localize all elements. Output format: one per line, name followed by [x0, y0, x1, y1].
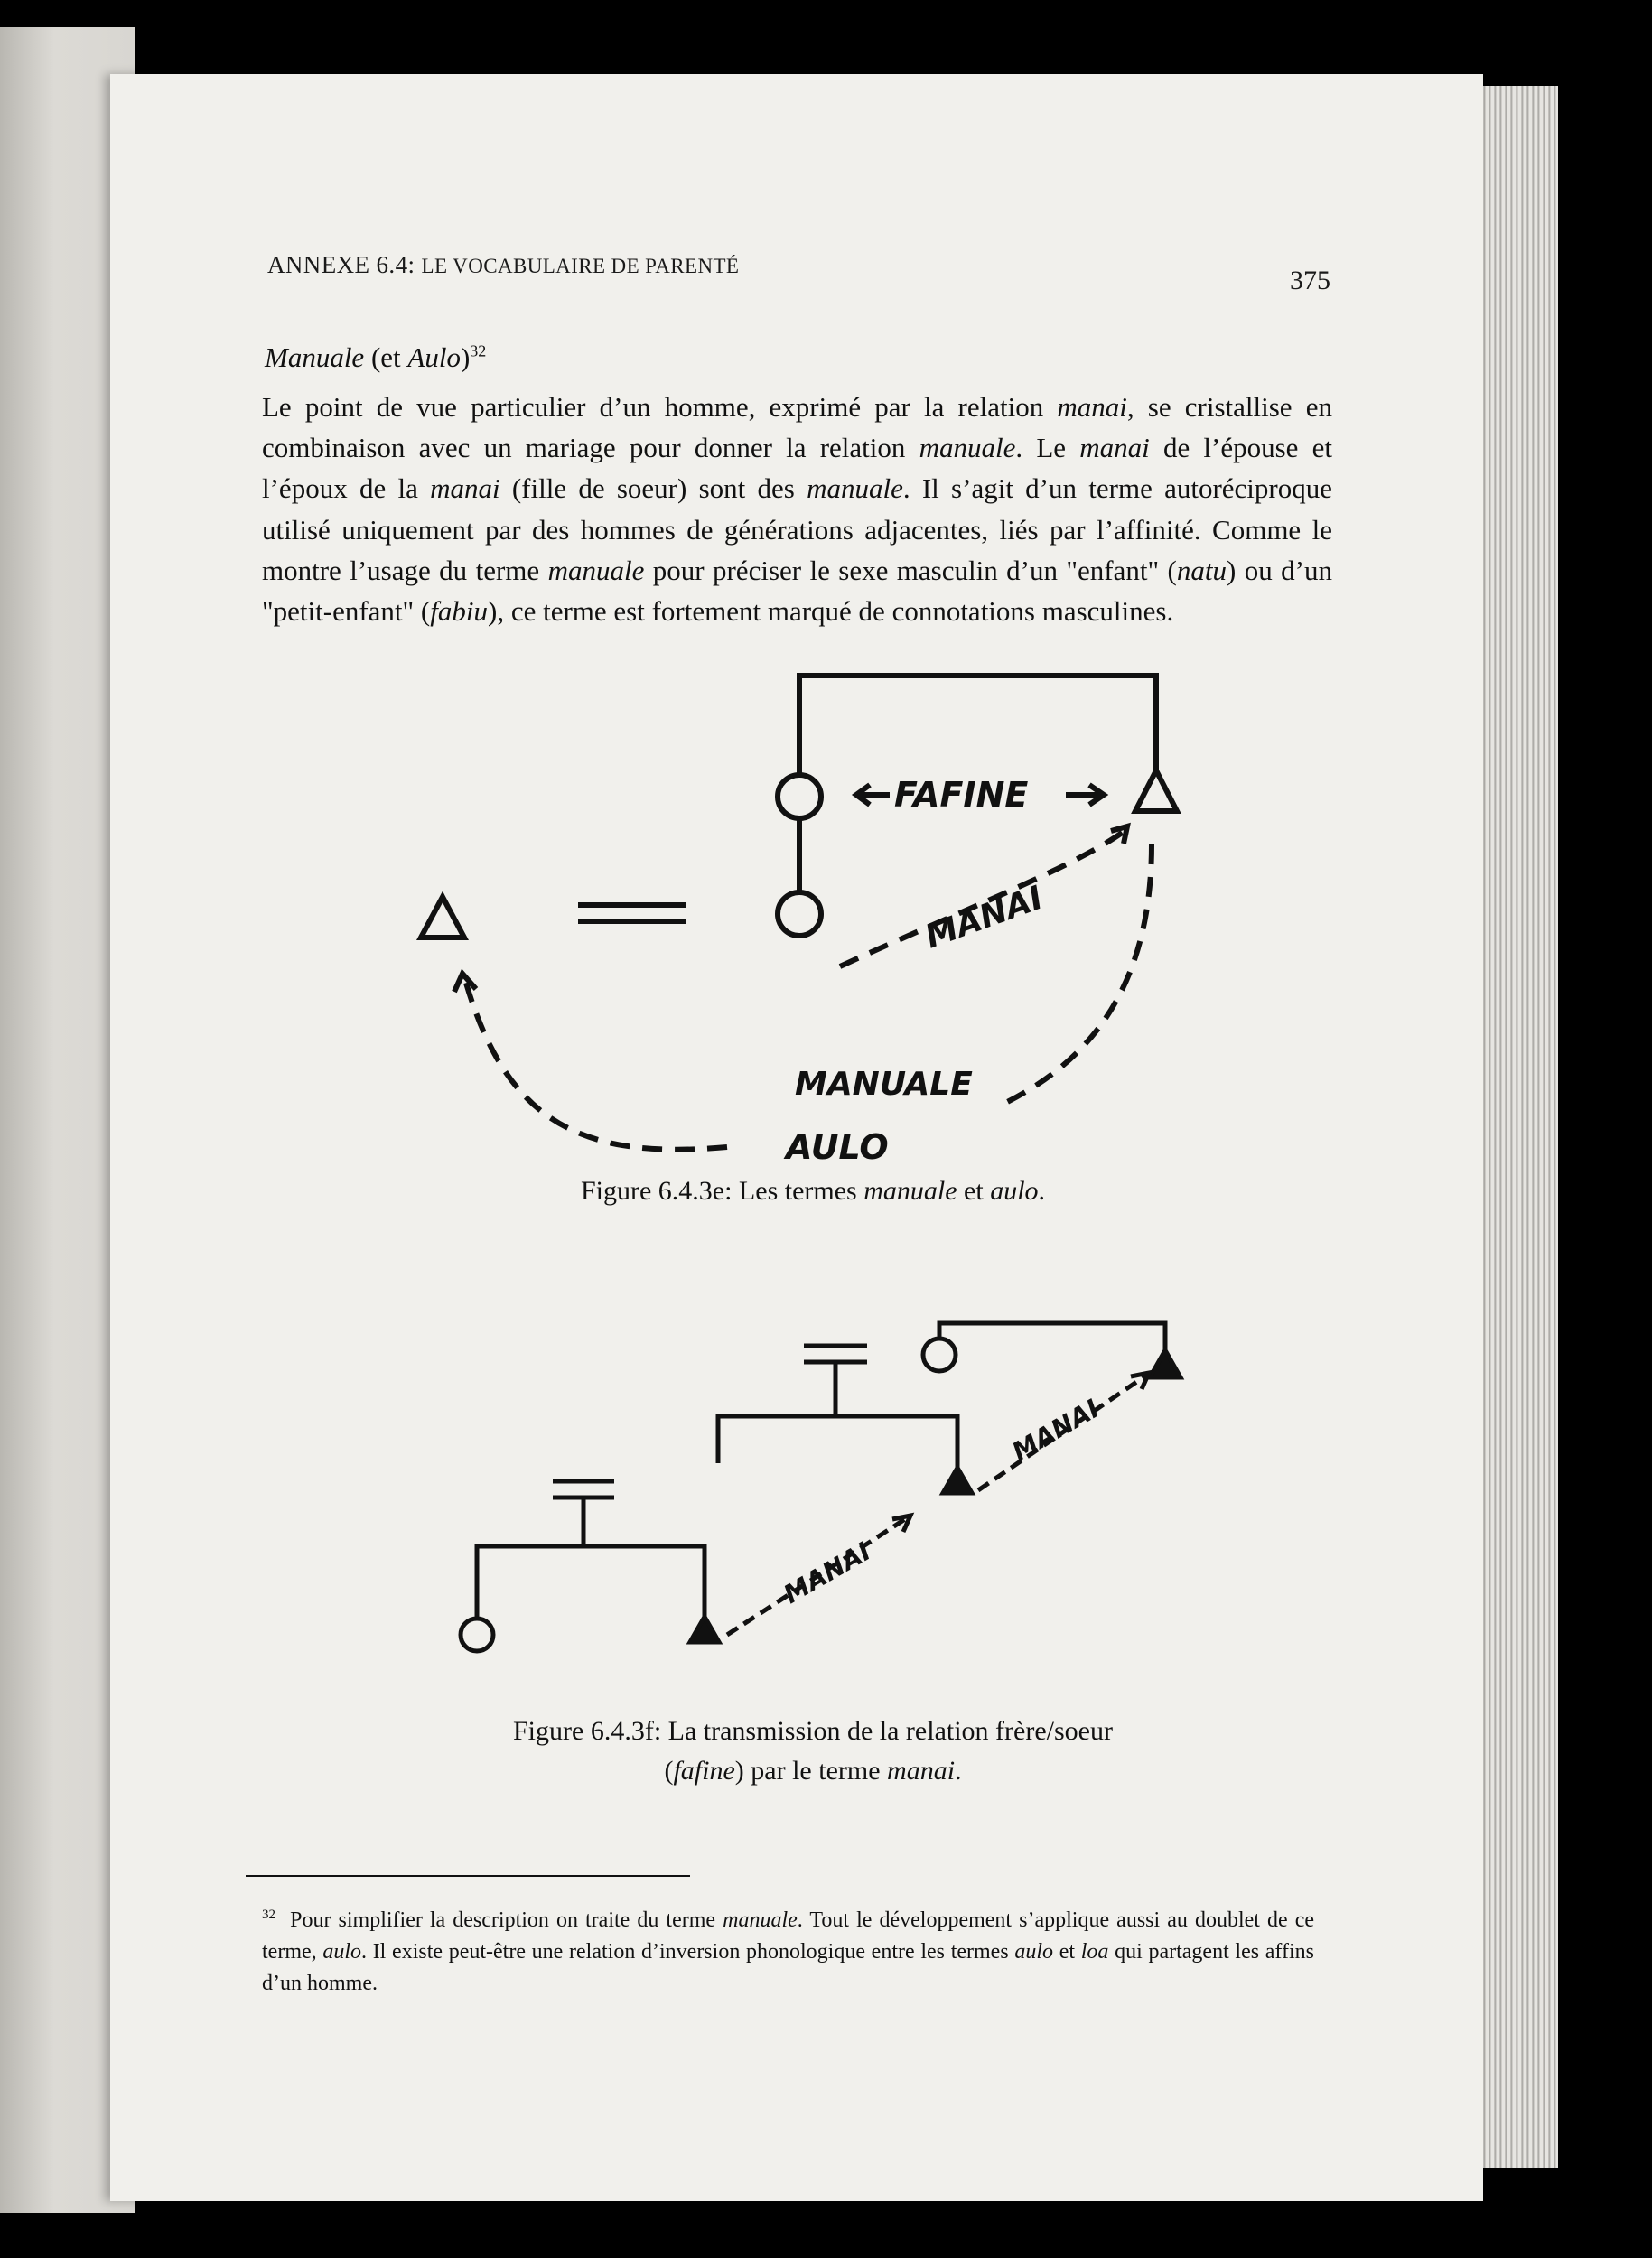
aulo-dashed-left	[465, 980, 727, 1150]
term-manai: manai	[430, 472, 500, 505]
male-symbol-mid	[943, 1468, 972, 1493]
caption-text: et	[957, 1176, 991, 1206]
male-symbol-brother	[1135, 770, 1177, 811]
text-run: pour préciser le sexe masculin d’un "enfant" (	[644, 554, 1177, 586]
caption-text: Figure 6.4.3f: La transmission de la relation frère/soeur	[513, 1716, 1113, 1746]
label-manuale: MANUALE	[795, 1066, 973, 1103]
male-symbol-husband	[421, 897, 464, 938]
footnote-divider	[246, 1875, 690, 1877]
term-manuale: manuale	[547, 554, 645, 586]
label-fafine: FAFINE	[894, 775, 1029, 815]
label-manai: MANAI	[920, 879, 1049, 956]
fafine-arrow-left	[856, 785, 890, 805]
term-fabiu: fabiu	[430, 595, 488, 628]
text-run: de l’épouse et l’époux de la	[262, 432, 1332, 505]
female-symbol-top	[923, 1339, 956, 1371]
footnote-text: et	[1053, 1940, 1081, 1964]
footnote-number: 32	[262, 1908, 275, 1922]
heading-mid: (et	[370, 341, 401, 373]
footnote	[262, 1899, 1314, 2000]
footnote-term: aulo	[322, 1940, 361, 1964]
page-number: 375	[1290, 266, 1330, 295]
caption-term: manai	[887, 1756, 956, 1786]
caption-term: aulo	[990, 1176, 1039, 1206]
male-symbol-top	[1150, 1350, 1181, 1377]
heading-alt-term: Aulo	[407, 341, 461, 373]
text-run: ), ce terme est fortement marqué de connotations masculines.	[488, 595, 1174, 628]
female-symbol-bottom	[461, 1619, 493, 1651]
female-symbol-sister	[778, 775, 821, 818]
term-manai: manai	[1079, 432, 1150, 464]
term-manuale: manuale	[919, 432, 1016, 464]
footnote-text: Pour simplifier la description on traite du terme	[290, 1908, 723, 1932]
sibling-bracket-bottom	[477, 1546, 705, 1621]
annex-title: LE VOCABULAIRE DE PARENTÉ	[421, 255, 740, 277]
caption-text: .	[1038, 1176, 1046, 1206]
term-natu: natu	[1176, 554, 1227, 586]
footnote-text: qui partagent les affins d’un homme.	[262, 1940, 1314, 1995]
caption-text: Figure 6.4.3e: Les termes	[580, 1176, 864, 1206]
text-run: (fille de soeur) sont des	[499, 472, 807, 505]
footnote-term: aulo	[1014, 1940, 1054, 1964]
annex-label: ANNEXE 6.4:	[267, 251, 415, 278]
figure-e-caption	[379, 1176, 1246, 1207]
heading-close: )	[460, 341, 471, 373]
label-manai-lower: MANAI	[779, 1535, 876, 1610]
fafine-arrow-right	[1066, 785, 1104, 805]
footnote-term: manuale	[723, 1908, 798, 1932]
label-manai-upper: MANAI	[1007, 1393, 1105, 1468]
female-symbol-daughter	[778, 892, 821, 936]
caption-term: manuale	[863, 1176, 957, 1206]
label-aulo: AULO	[786, 1127, 889, 1167]
footnote-term: loa	[1080, 1940, 1109, 1964]
caption-text: (	[664, 1756, 674, 1786]
text-run: Le point de vue particulier d’un homme, exprimé par la relation	[262, 391, 1058, 423]
caption-text: ) par le terme	[734, 1756, 888, 1786]
footnote-text: . Il existe peut-être une relation d’inversion phonologique entre les termes	[361, 1940, 1015, 1964]
heading-term: Manuale	[265, 341, 365, 373]
text-run: . Le	[1015, 432, 1080, 464]
text-run: . Il s’agit d’un terme autoréciproque utilisé uniquement par des hommes de générations adjacentes, liés par l’affinité. Comme le montre l’usage du terme	[262, 472, 1332, 586]
text-run: ) ou d’un "petit-enfant" (	[262, 554, 1332, 628]
sibling-bracket-mid	[718, 1416, 957, 1468]
footnote-text: . Tout le développement s’applique aussi au doublet de ce terme,	[262, 1908, 1314, 1964]
male-symbol-bottom	[690, 1617, 719, 1642]
sibling-bracket-top	[939, 1323, 1165, 1359]
term-manai: manai	[1057, 391, 1127, 423]
caption-term: fafine	[673, 1756, 735, 1786]
manai-arrowhead-upper	[1131, 1373, 1149, 1389]
text-run: , se cristallise en combinaison avec un mariage pour donner la relation	[262, 391, 1332, 464]
footnote-ref: 32	[470, 341, 487, 360]
term-manuale: manuale	[807, 472, 903, 505]
figure-f-caption	[379, 1712, 1246, 1791]
caption-text: .	[955, 1756, 962, 1786]
